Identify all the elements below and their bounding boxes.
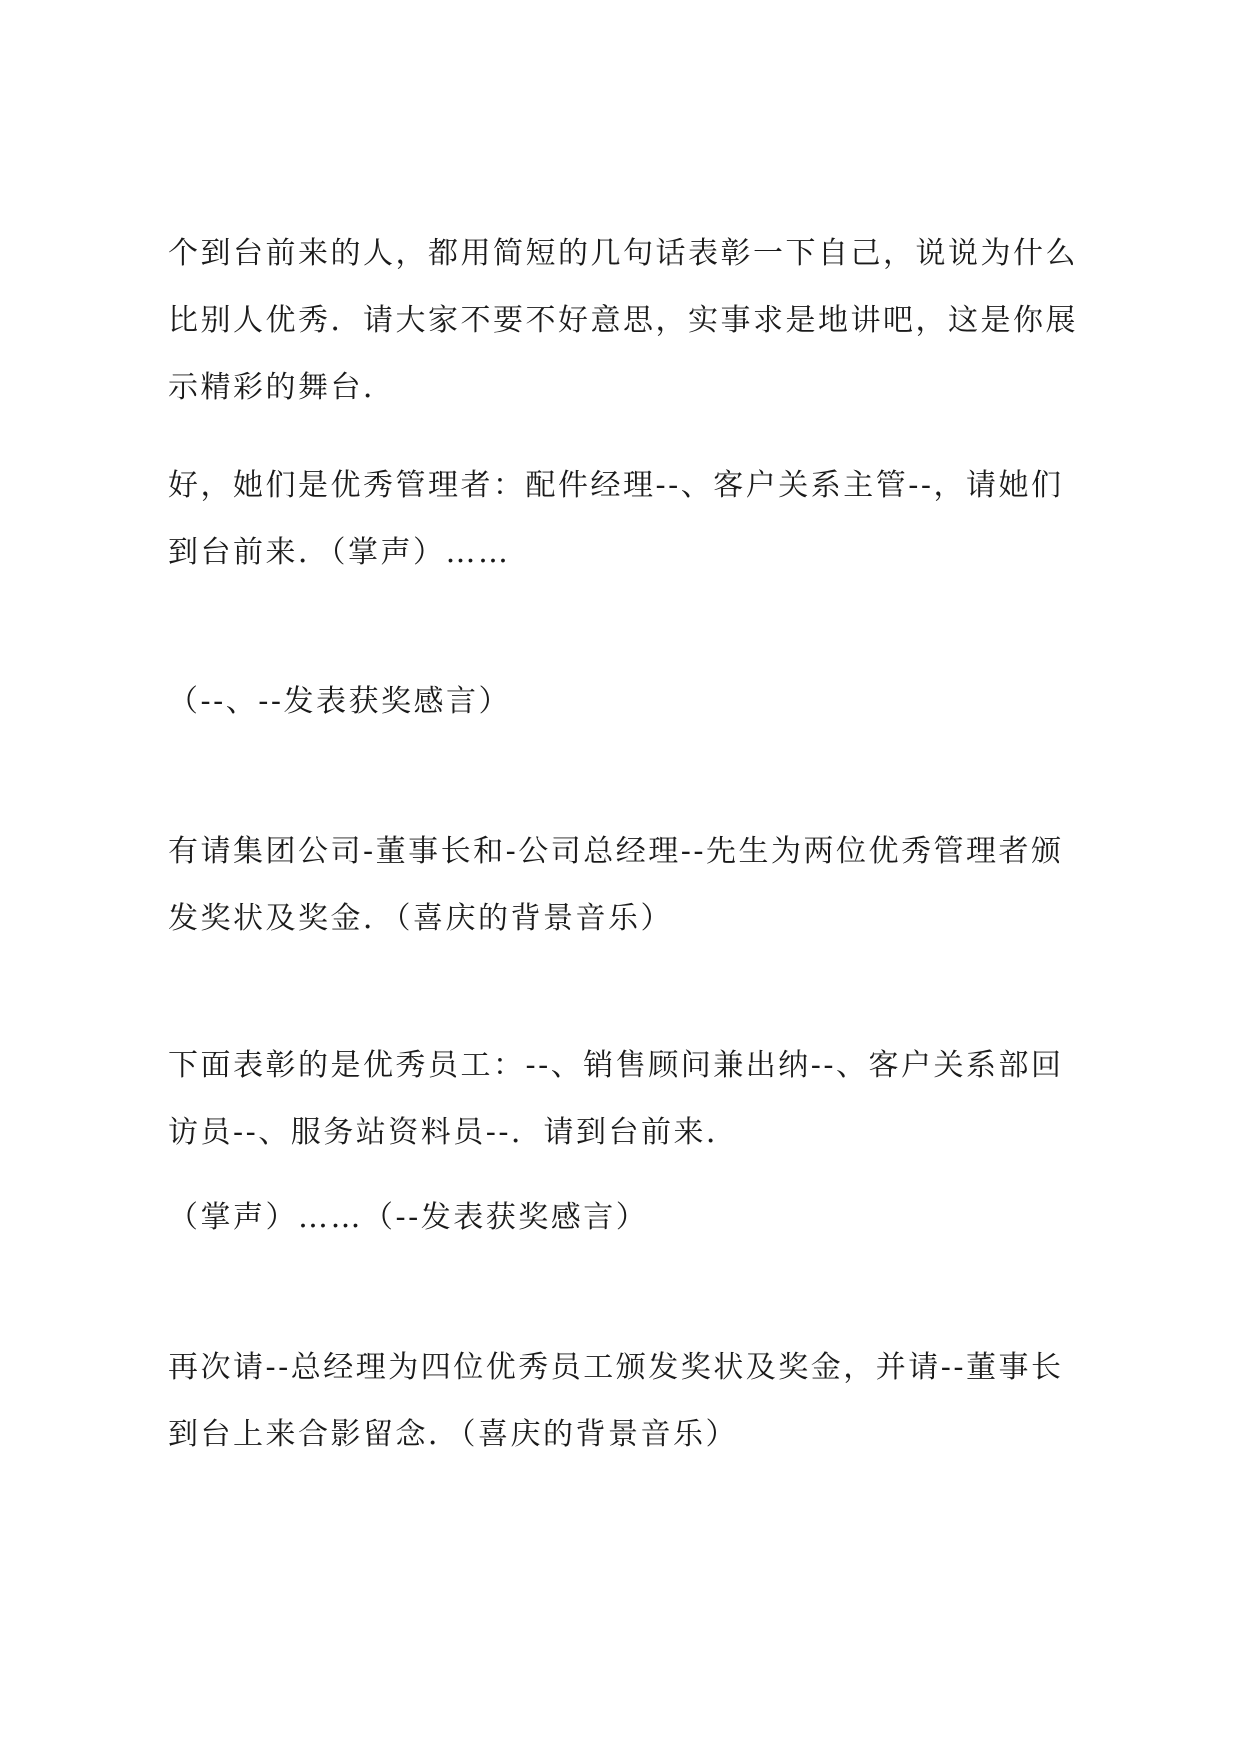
text-line: 好，她们是优秀管理者：配件经理--、客户关系主管--，请她们 bbox=[168, 468, 1064, 503]
text-line: 发奖状及奖金．（喜庆的背景音乐） bbox=[168, 901, 673, 936]
paragraph-1 bbox=[168, 220, 1088, 421]
paragraph-7 bbox=[168, 1334, 1088, 1468]
text-line: 到台前来．（掌声）…… bbox=[168, 535, 511, 570]
text-line: 下面表彰的是优秀员工：--、销售顾问兼出纳--、客户关系部回 bbox=[168, 1048, 1064, 1083]
paragraph-2 bbox=[168, 452, 1088, 586]
paragraph-6 bbox=[168, 1184, 1088, 1251]
paragraph-3 bbox=[168, 668, 1088, 735]
text-line: 到台上来合影留念．（喜庆的背景音乐） bbox=[168, 1417, 738, 1452]
text-line: 比别人优秀．请大家不要不好意思，实事求是地讲吧，这是你展 bbox=[168, 303, 1078, 338]
text-line: （掌声）……（--发表获奖感言） bbox=[168, 1200, 649, 1235]
text-line: 访员--、服务站资料员--．请到台前来． bbox=[168, 1115, 739, 1150]
paragraph-4 bbox=[168, 818, 1088, 952]
text-line: （--、--发表获奖感言） bbox=[168, 684, 512, 719]
text-line: 有请集团公司-董事长和-公司总经理--先生为两位优秀管理者颁 bbox=[168, 834, 1064, 869]
text-line: 个到台前来的人，都用简短的几句话表彰一下自己，说说为什么 bbox=[168, 236, 1078, 271]
paragraph-5 bbox=[168, 1032, 1088, 1166]
text-line: 示精彩的舞台． bbox=[168, 370, 396, 405]
text-line: 再次请--总经理为四位优秀员工颁发奖状及奖金，并请--董事长 bbox=[168, 1350, 1064, 1385]
